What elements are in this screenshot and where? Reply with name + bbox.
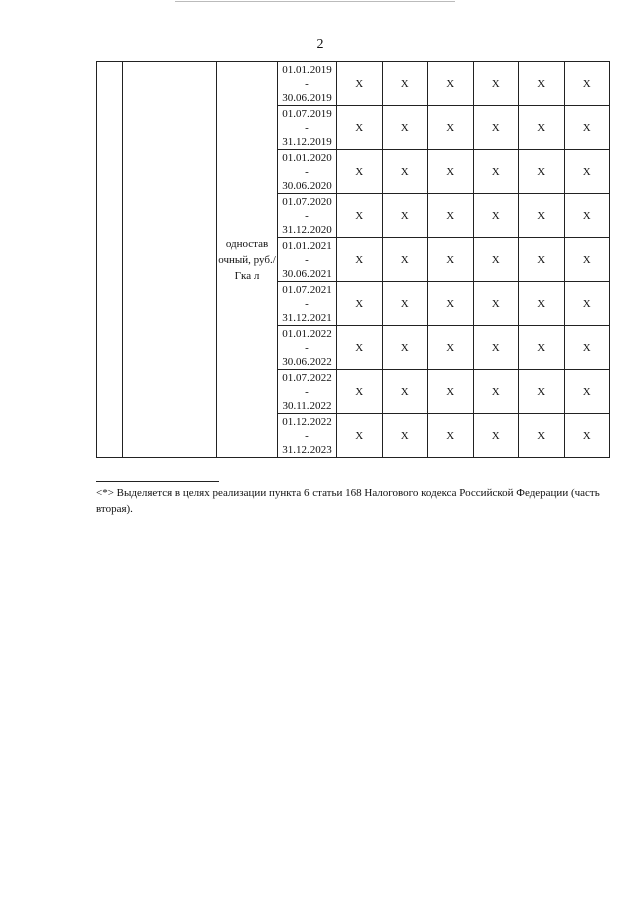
value-cell: X xyxy=(519,282,565,326)
value-cell: X xyxy=(519,370,565,414)
period-dash: - xyxy=(305,385,309,398)
period-dash: - xyxy=(305,165,309,178)
period-cell xyxy=(278,370,337,414)
period-dash: - xyxy=(305,209,309,222)
period-to: 30.11.2022 xyxy=(282,399,332,412)
value-cell: X xyxy=(473,150,519,194)
period-to: 30.06.2022 xyxy=(282,355,332,368)
value-cell: X xyxy=(473,194,519,238)
period-to: 30.06.2021 xyxy=(282,267,332,280)
value-cell: X xyxy=(519,106,565,150)
period-to: 30.06.2019 xyxy=(282,91,332,104)
value-cell: X xyxy=(564,370,610,414)
value-cell: X xyxy=(337,194,383,238)
period-from: 01.01.2019 xyxy=(282,63,332,76)
empty-column-cell xyxy=(97,62,123,458)
value-cell: X xyxy=(473,414,519,458)
page-number: 2 xyxy=(316,37,324,52)
value-cell: X xyxy=(428,62,474,106)
value-cell: X xyxy=(564,150,610,194)
value-cell: X xyxy=(337,414,383,458)
value-cell: X xyxy=(473,370,519,414)
value-cell: X xyxy=(382,370,428,414)
value-cell: X xyxy=(382,62,428,106)
period-dash: - xyxy=(305,341,309,354)
value-cell: X xyxy=(564,194,610,238)
empty-column-cell xyxy=(123,62,217,458)
table-row xyxy=(97,62,610,106)
value-cell: X xyxy=(564,414,610,458)
period-from: 01.07.2020 xyxy=(282,195,332,208)
period-from: 01.01.2021 xyxy=(282,239,332,252)
value-cell: X xyxy=(519,62,565,106)
footnote-rule xyxy=(96,481,219,482)
footnote: <*> Выделяется в целях реализации пункта 6 статьи 168 Налогового кодекса Российской Федерации (часть вторая). xyxy=(96,487,600,515)
value-cell: X xyxy=(337,62,383,106)
value-cell: X xyxy=(382,326,428,370)
value-cell: X xyxy=(564,326,610,370)
value-cell: X xyxy=(382,150,428,194)
period-to: 31.12.2021 xyxy=(282,311,332,324)
value-cell: X xyxy=(428,238,474,282)
value-cell: X xyxy=(473,62,519,106)
value-cell: X xyxy=(519,238,565,282)
period-to: 31.12.2019 xyxy=(282,135,332,148)
tariff-table xyxy=(96,61,610,458)
value-cell: X xyxy=(428,106,474,150)
value-cell: X xyxy=(473,238,519,282)
value-cell: X xyxy=(519,150,565,194)
value-cell: X xyxy=(473,282,519,326)
value-cell: X xyxy=(473,106,519,150)
value-cell: X xyxy=(337,238,383,282)
value-cell: X xyxy=(428,370,474,414)
period-dash: - xyxy=(305,253,309,266)
period-cell xyxy=(278,150,337,194)
value-cell: X xyxy=(428,282,474,326)
scan-edge-line xyxy=(175,1,455,2)
value-cell: X xyxy=(337,282,383,326)
value-cell: X xyxy=(428,326,474,370)
period-cell xyxy=(278,238,337,282)
value-cell: X xyxy=(519,194,565,238)
unit-label-cell: одностав очный, руб./Гка л xyxy=(217,62,278,458)
period-to: 31.12.2023 xyxy=(282,443,332,456)
tariff-table-body xyxy=(97,62,610,458)
period-from: 01.07.2021 xyxy=(282,283,332,296)
value-cell: X xyxy=(428,414,474,458)
value-cell: X xyxy=(428,150,474,194)
value-cell: X xyxy=(337,106,383,150)
value-cell: X xyxy=(564,238,610,282)
value-cell: X xyxy=(337,150,383,194)
value-cell: X xyxy=(428,194,474,238)
period-cell xyxy=(278,106,337,150)
period-dash: - xyxy=(305,77,309,90)
period-from: 01.12.2022 xyxy=(282,415,332,428)
value-cell: X xyxy=(382,282,428,326)
period-to: 30.06.2020 xyxy=(282,179,332,192)
value-cell: X xyxy=(519,326,565,370)
value-cell: X xyxy=(519,414,565,458)
value-cell: X xyxy=(382,194,428,238)
period-from: 01.01.2020 xyxy=(282,151,332,164)
period-cell xyxy=(278,414,337,458)
period-cell xyxy=(278,326,337,370)
period-from: 01.07.2019 xyxy=(282,107,332,120)
value-cell: X xyxy=(382,238,428,282)
value-cell: X xyxy=(564,282,610,326)
value-cell: X xyxy=(337,326,383,370)
period-dash: - xyxy=(305,297,309,310)
value-cell: X xyxy=(564,106,610,150)
period-cell xyxy=(278,62,337,106)
period-cell xyxy=(278,282,337,326)
value-cell: X xyxy=(382,414,428,458)
period-dash: - xyxy=(305,429,309,442)
value-cell: X xyxy=(564,62,610,106)
period-from: 01.01.2022 xyxy=(282,327,332,340)
value-cell: X xyxy=(382,106,428,150)
period-from: 01.07.2022 xyxy=(282,371,332,384)
period-cell xyxy=(278,194,337,238)
period-to: 31.12.2020 xyxy=(282,223,332,236)
period-dash: - xyxy=(305,121,309,134)
value-cell: X xyxy=(337,370,383,414)
value-cell: X xyxy=(473,326,519,370)
